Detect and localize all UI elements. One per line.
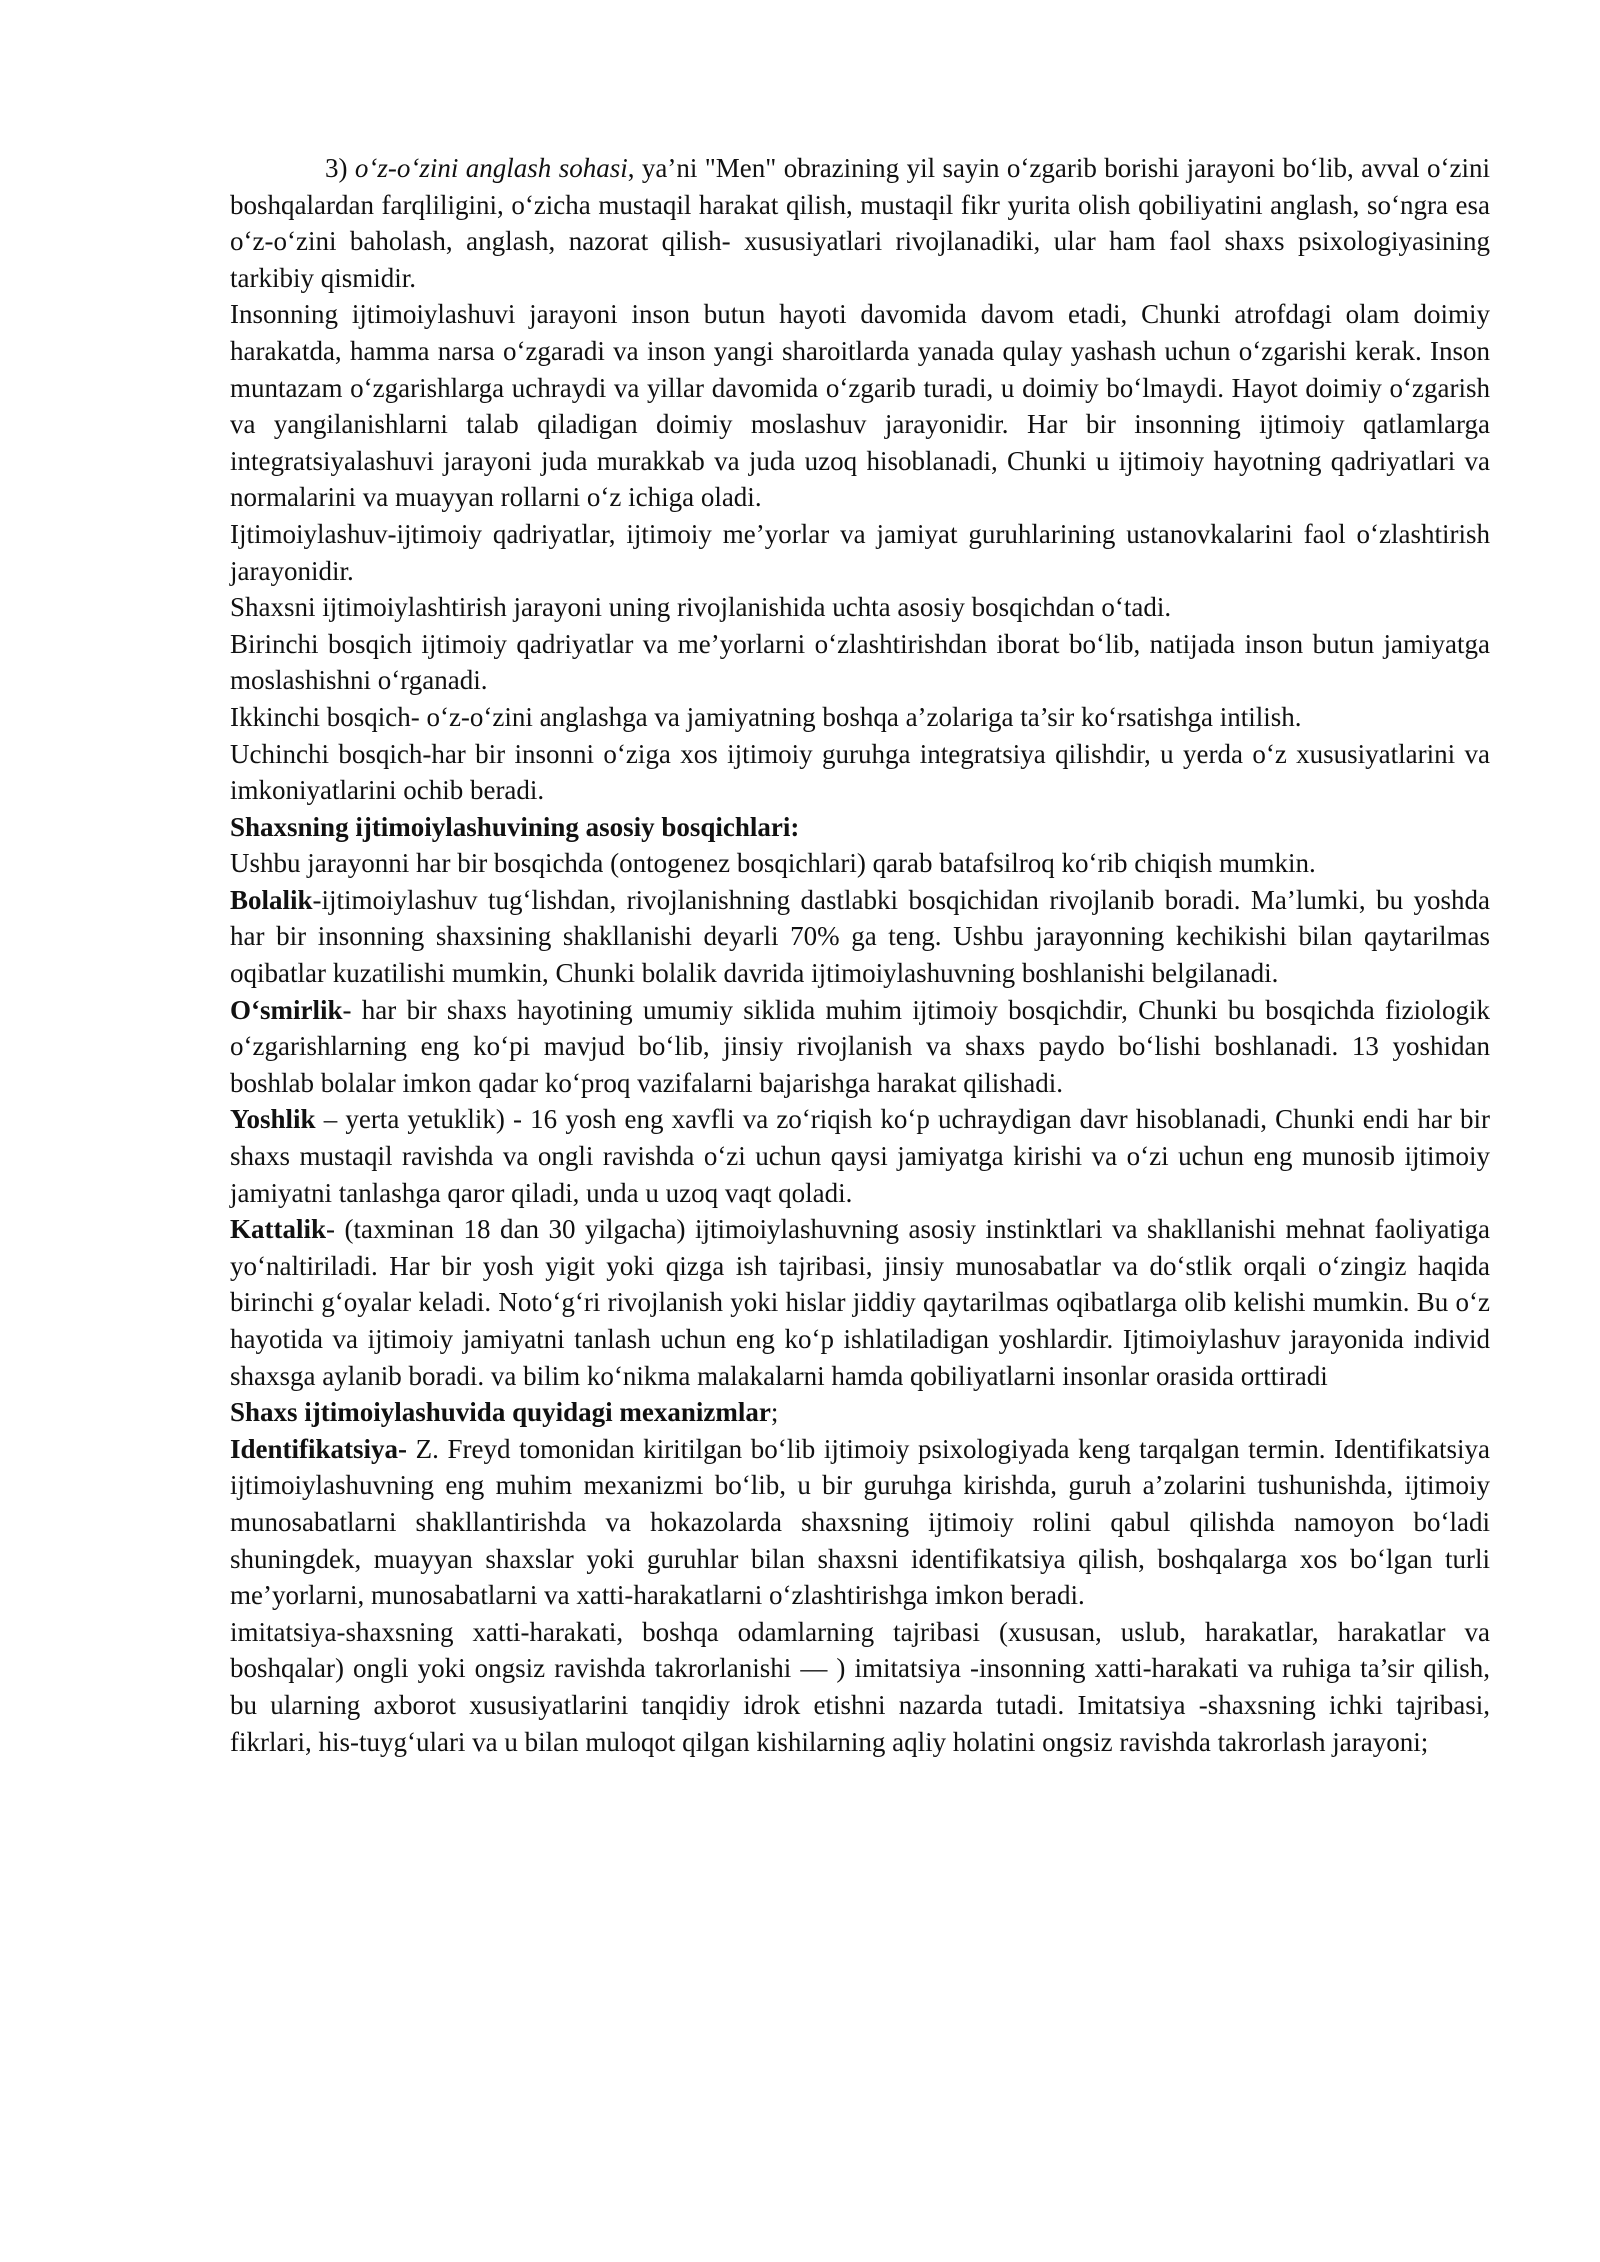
paragraph-text: - har bir shaxs hayotining umumiy siklida muhim ijtimoiy bosqichdir, Chunki bu bosqichda fiziologik o‘zgarishlarning eng ko‘pi mavjud bo‘lib, jinsiy rivojlanish va shaxs paydo bo‘lishi boshlanadi. 13 yoshidan boshlab bolalar imkon qadar ko‘proq vazifalarni bajarishga harakat qilishadi. [230,994,1490,1098]
paragraph-second-stage: Ikkinchi bosqich- o‘z-o‘zini anglashga va jamiyatning boshqa a’zolariga ta’sir ko‘rsatishga intilish. [230,701,1302,732]
term-yoshlik: Yoshlik [230,1104,316,1135]
paragraph-text: , ya’ni "Men" obrazining yil sayin o‘zgarib borishi jarayoni bo‘lib, avval o‘zini boshqalardan farqliligini, o‘zicha mustaqil harakat qilish, mustaqil fikr yurita olish qobiliyatini anglash, so‘ngra esa o‘z-o‘zini baholash, anglash, nazorat qilish- xususiyatlari rivojlanadiki, ular ham faol shaxs psixologiyasining tarkibiy qismidir. [230,153,1490,293]
paragraph-three-stages: Shaxsni ijtimoiylashtirish jarayoni uning rivojlanishida uchta asosiy bosqichdan o‘tadi. [230,592,1172,623]
italic-term: o‘z-o‘zini anglash sohasi [354,153,628,183]
paragraph-prefix: 3) [325,153,355,183]
section-heading-stages: Shaxsning ijtimoiylashuvining asosiy bosqichlari: [230,811,800,842]
paragraph-identification [230,1431,1490,1614]
paragraph-youth [230,1101,1490,1211]
term-bolalik: Bolalik [230,884,313,915]
paragraph-self-awareness [230,150,1490,296]
heading-tail: ; [770,1397,779,1428]
paragraph-third-stage: Uchinchi bosqich-har bir insonni o‘ziga xos ijtimoiy guruhga integratsiya qilishdir, u yerda o‘z xususiyatlarini va imkoniyatlarini ochib beradi. [230,738,1490,806]
paragraph-text: Z. Freyd tomonidan kiritilgan bo‘lib ijtimoiy psixologiyada keng tarqalgan termin. Identifikatsiya ijtimoiylashuvning eng muhim mexanizmi bo‘lib, u bir guruhga kirishda, guruh a’zolarini tushunishda, ijtimoiy munosabatlarni shakllantirishda va hokazolarda shaxsning ijtimoiy rolini qabul qilishda namoyon bo‘ladi shuningdek, muayyan shaxslar yoki guruhlar bilan shaxsni identifikatsiya qilish, boshqalarga xos bo‘lgan turli me’yorlarni, munosabatlarni va xatti-harakatlarni o‘zlashtirishga imkon beradi. [230,1433,1490,1611]
paragraph-socialization-process: Insonning ijtimoiylashuvi jarayoni inson butun hayoti davomida davom etadi, Chunki atrofdagi olam doimiy harakatda, hamma narsa o‘zgaradi va inson yangi sharoitlarda yanada qulay yashash uchun o‘zgarishi kerak. Inson muntazam o‘zgarishlarga uchraydi va yillar davomida o‘zgarib turadi, u doimiy bo‘lmaydi. Hayot doimiy o‘zgarish va yangilanishlarni talab qiladigan doimiy moslashuv jarayonidir. Har bir insonning ijtimoiy qatlamlarga integratsiyalashuvi jarayoni juda murakkab va juda uzoq hisoblanadi, Chunki u ijtimoiy hayotning qadriyatlari va normalarini va muayyan rollarni o‘z ichiga oladi. [230,299,1490,513]
paragraph-childhood [230,882,1490,992]
document-page [230,150,1490,1760]
paragraph-adulthood [230,1211,1490,1394]
paragraph-adolescence [230,992,1490,1102]
paragraph-ontogenesis: Ushbu jarayonni har bir bosqichda (ontogenez bosqichlari) qarab batafsilroq ko‘rib chiqish mumkin. [230,848,1316,879]
term-kattalik: Kattalik [230,1214,327,1245]
section-heading-mechanisms [230,1394,1490,1431]
paragraph-text: - (taxminan 18 dan 30 yilgacha) ijtimoiylashuvning asosiy instinktlari va shakllanishi mehnat faoliyatiga yo‘naltiriladi. Har bir yosh yigit yoki qizga ish tajribasi, jinsiy munosabatlar va do‘stlik orqali o‘zingiz haqida birinchi g‘oyalar keladi. Noto‘g‘ri rivojlanish yoki hislar jiddiy qaytarilmas oqibatlarga olib kelishi mumkin. Bu o‘z hayotida va ijtimoiy jamiyatni tanlash uchun eng ko‘p ishlatiladigan yoshlardir. Ijtimoiylashuv jarayonida individ shaxsga aylanib boradi. va bilim ko‘nikma malakalarni hamda qobiliyatlarni insonlar orasida orttiradi [230,1214,1490,1391]
paragraph-first-stage: Birinchi bosqich ijtimoiy qadriyatlar va me’yorlarni o‘zlashtirishdan iborat bo‘lib, natijada inson butun jamiyatga moslashishni o‘rganadi. [230,628,1490,696]
term-identifikatsiya: Identifikatsiya- [230,1433,408,1464]
paragraph-imitation: imitatsiya-shaxsning xatti-harakati, boshqa odamlarning tajribasi (xususan, uslub, harakatlar, harakatlar va boshqalar) ongli yoki ongsiz ravishda takrorlanishi — ) imitatsiya -insonning xatti-harakati va ruhiga ta’sir qilish, bu ularning axborot xususiyatlarini tanqidiy idrok etishni nazarda tutadi. Imitatsiya -shaxsning ichki tajribasi, fikrlari, his-tuyg‘ulari va u bilan muloqot qilgan kishilarning aqliy holatini ongsiz ravishda takrorlash jarayoni; [230,1616,1490,1757]
paragraph-socialization-definition: Ijtimoiylashuv-ijtimoiy qadriyatlar, ijtimoiy me’yorlar va jamiyat guruhlarining ustanovkalarini faol o‘zlashtirish jarayonidir. [230,518,1490,586]
paragraph-text: – yerta yetuklik) - 16 yosh eng xavfli va zo‘riqish ko‘p uchraydigan davr hisoblanadi, Chunki endi har bir shaxs mustaqil ravishda va ongli ravishda o‘zi uchun qaysi jamiyatga kirishi va o‘zi uchun eng munosib ijtimoiy jamiyatni tanlashga qaror qiladi, unda u uzoq vaqt qoladi. [230,1104,1490,1208]
heading-bold-text: Shaxs ijtimoiylashuvida quyidagi mexanizmlar [230,1397,771,1428]
term-osmirlik: O‘smirlik [230,994,343,1025]
paragraph-text: -ijtimoiylashuv tug‘lishdan, rivojlanishning dastlabki bosqichidan rivojlanib boradi. Ma’lumki, bu yoshda har bir insonning shaxsining shakllanishi deyarli 70% ga teng. Ushbu jarayonning kechikishi bilan qaytarilmas oqibatlar kuzatilishi mumkin, Chunki bolalik davrida ijtimoiylashuvning boshlanishi belgilanadi. [230,884,1490,989]
